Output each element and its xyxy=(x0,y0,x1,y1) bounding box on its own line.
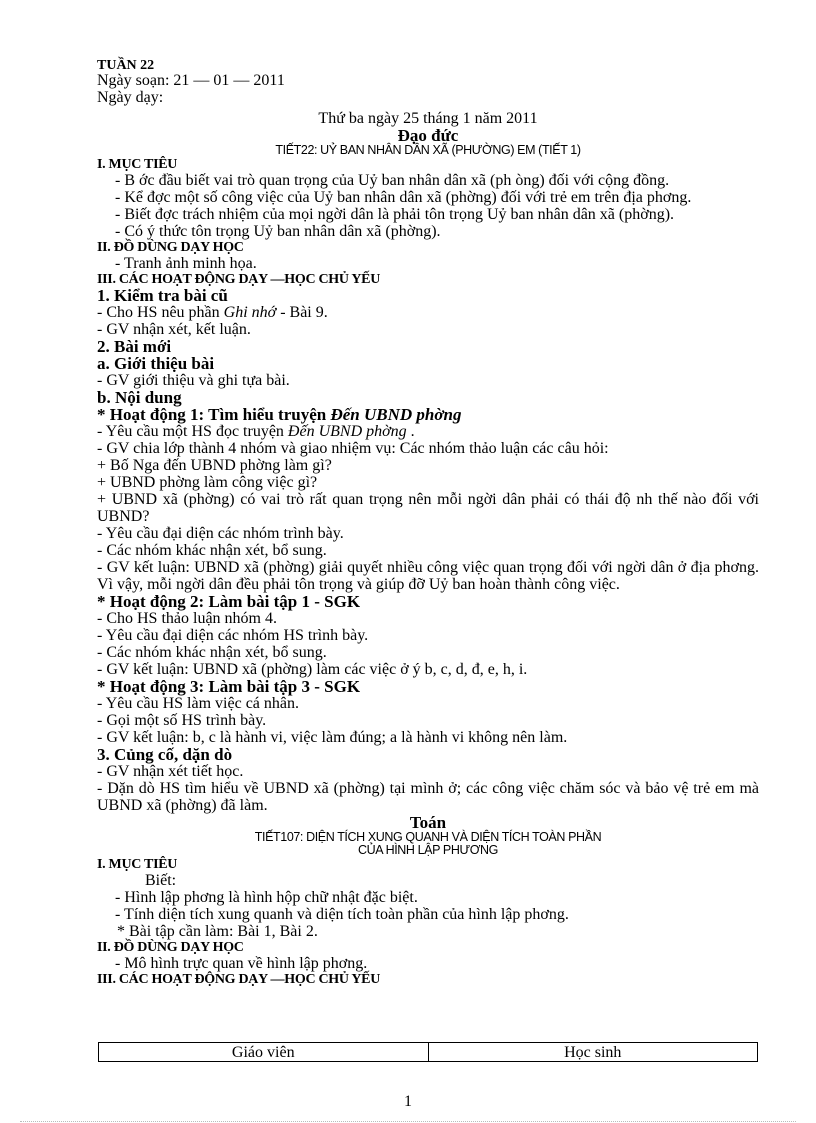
wrapup-heading: 3. Củng cố, dặn dò xyxy=(97,745,233,764)
teach-date: Ngày dạy: xyxy=(97,89,164,106)
lesson2-title: TIẾT107: DIỆN TÍCH XUNG QUANH VÀ DIỆN TÍCH TOÀN PHẦN xyxy=(254,830,602,844)
activity1-conclusion: - GV kết luận: UBND xã (phờng) giải quyết nhiều công việc quan trọng đối với ngời dân ở địa phơng. Vì vậy, mỗi ngời dân đều phải tôn trọng và giúp đỡ Uỷ ban hoàn thành công việc. xyxy=(97,559,759,593)
lesson2-objective: - Hình lập phơng là hình hộp chữ nhật đặc biệt. xyxy=(115,889,418,906)
new-lesson-heading: 2. Bài mới xyxy=(97,337,172,356)
activity2-line: - Cho HS thảo luận nhóm 4. xyxy=(97,610,277,627)
page-number: 1 xyxy=(404,1093,412,1110)
activity1-heading: * Hoạt động 1: Tìm hiểu truyện Đến UBND phờng xyxy=(97,405,462,424)
student-column-header: Học sinh xyxy=(428,1043,758,1062)
activity3-line: - Gọi một số HS trình bày. xyxy=(97,712,267,729)
activity3-line: - GV kết luận: b, c là hành vi, việc làm đúng; a là hành vi không nên làm. xyxy=(97,729,568,746)
week-label: TUẦN 22 xyxy=(97,58,155,73)
activity2-line: - Yêu cầu đại diện các nhóm HS trình bày. xyxy=(97,627,369,644)
activity1-line: - Yêu cầu đại diện các nhóm trình bày. xyxy=(97,525,344,542)
table-header-row xyxy=(99,1043,758,1062)
page-bottom-divider xyxy=(20,1121,796,1122)
lesson1-objective: - Có ý thức tôn trọng Uỷ ban nhân dân xã (phờng). xyxy=(115,223,441,240)
lesson1-objective: - B ớc đầu biết vai trò quan trọng của Uỷ ban nhân dân xã (ph òng) đối với cộng đồng. xyxy=(115,172,670,189)
lesson2-materials: - Mô hình trực quan về hình lập phơng. xyxy=(115,955,368,972)
activity-table xyxy=(98,1042,758,1062)
content-heading: b. Nội dung xyxy=(97,388,182,407)
check-line: - Cho HS nêu phần Ghi nhớ - Bài 9. xyxy=(97,304,328,321)
activity3-line: - Yêu cầu HS làm việc cá nhân. xyxy=(97,695,299,712)
lesson2-know: Biết: xyxy=(145,872,177,889)
lesson1-activities-heading: III. CÁC HOẠT ĐỘNG DẠY —HỌC CHỦ YẾU xyxy=(97,272,381,287)
lesson2-objective: - Tính diện tích xung quanh và diện tích toàn phần của hình lập phơng. xyxy=(115,906,569,923)
document-page xyxy=(97,60,759,987)
activity2-heading: * Hoạt động 2: Làm bài tập 1 - SGK xyxy=(97,592,361,611)
intro-heading: a. Giới thiệu bài xyxy=(97,354,215,373)
day-line: Thứ ba ngày 25 tháng 1 năm 2011 xyxy=(318,110,538,127)
activity1-line: - Yêu cầu một HS đọc truyện Đến UBND phờng . xyxy=(97,423,415,440)
lesson1-title: TIẾT22: UỶ BAN NHÂN DÂN XÃ (PHƯỜNG) EM (TIẾT 1) xyxy=(275,143,581,157)
lesson2-subject: Toán xyxy=(409,813,447,832)
lesson2-activities-heading: III. CÁC HOẠT ĐỘNG DẠY —HỌC CHỦ YẾU xyxy=(97,972,381,987)
activity3-heading: * Hoạt động 3: Làm bài tập 3 - SGK xyxy=(97,677,361,696)
lesson2-title-cont: CỦA HÌNH LẬP PHƯƠNG xyxy=(358,843,498,857)
lesson1-materials: - Tranh ảnh minh họa. xyxy=(115,255,257,272)
lesson2-objectives-heading: I. MỤC TIÊU xyxy=(97,857,178,872)
check-line: - GV nhận xét, kết luận. xyxy=(97,321,251,338)
activity1-line: + UBND phờng làm công việc gì? xyxy=(97,474,318,491)
activity1-question: + UBND xã (phờng) có vai trò rất quan trọng nên mỗi ngời dân phải có thái độ nh thế nào đối với UBND? xyxy=(97,491,759,525)
activity2-line: - Các nhóm khác nhận xét, bổ sung. xyxy=(97,644,327,661)
lesson2-materials-heading: II. ĐỒ DÙNG DẠY HỌC xyxy=(97,940,244,955)
intro-line: - GV giới thiệu và ghi tựa bài. xyxy=(97,372,290,389)
teacher-column-header: Giáo viên xyxy=(99,1043,429,1062)
lesson1-materials-heading: II. ĐỒ DÙNG DẠY HỌC xyxy=(97,240,244,255)
lesson1-objective: - Biết đợc trách nhiệm của mọi ngời dân là phải tôn trọng Uỷ ban nhân dân xã (phờng). xyxy=(115,206,675,223)
lesson1-subject: Đạo đức xyxy=(397,126,459,145)
activity1-line: + Bố Nga đến UBND phờng làm gì? xyxy=(97,457,332,474)
wrapup-line: - Dặn dò HS tìm hiểu về UBND xã (phờng) tại mình ở; các công việc chăm sóc và bảo vệ trẻ em mà UBND xã (phờng) đã làm. xyxy=(97,780,759,814)
lesson1-objective: - Kể đợc một số công việc của Uỷ ban nhân dân xã (phờng) đối với trẻ em trên địa phơng. xyxy=(115,189,692,206)
check-heading: 1. Kiểm tra bài cũ xyxy=(97,286,228,305)
lesson2-exercises: * Bài tập cần làm: Bài 1, Bài 2. xyxy=(117,923,318,940)
lesson1-objectives-heading: I. MỤC TIÊU xyxy=(97,157,178,172)
activity2-line: - GV kết luận: UBND xã (phờng) làm các việc ở ý b, c, d, đ, e, h, i. xyxy=(97,661,528,678)
activity1-line: - Các nhóm khác nhận xét, bổ sung. xyxy=(97,542,327,559)
wrapup-line: - GV nhận xét tiết học. xyxy=(97,763,244,780)
activity1-line: - GV chia lớp thành 4 nhóm và giao nhiệm vụ: Các nhóm thảo luận các câu hỏi: xyxy=(97,440,609,457)
prep-date: Ngày soạn: 21 — 01 — 2011 xyxy=(97,72,285,89)
